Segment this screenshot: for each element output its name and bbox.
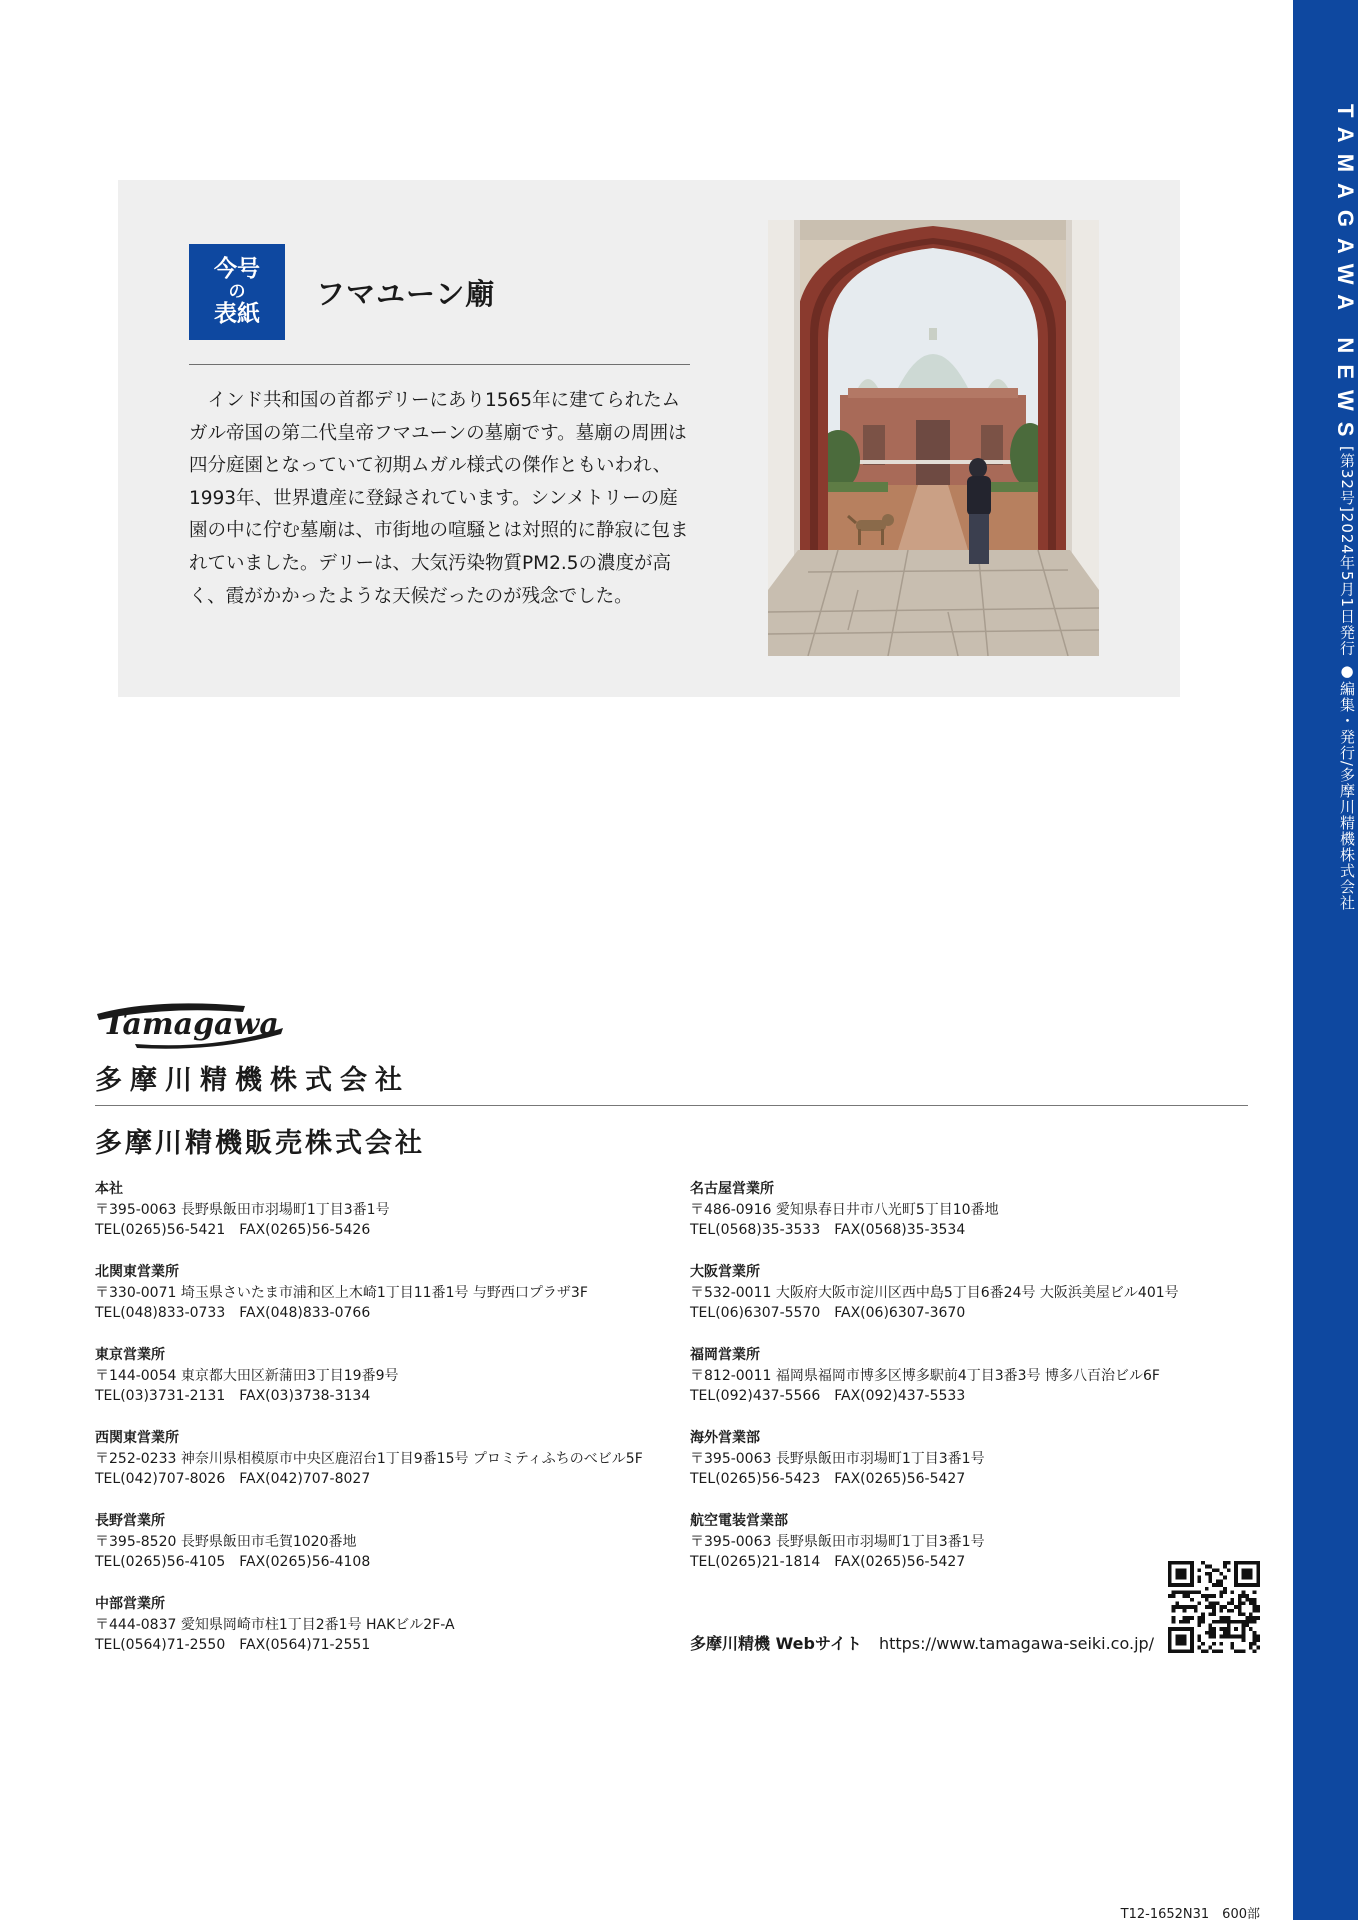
office-list-left bbox=[95, 1179, 715, 1677]
office-entry bbox=[690, 1262, 1310, 1345]
office-entry bbox=[95, 1345, 715, 1428]
office-name: 西関東営業所 bbox=[95, 1430, 179, 1446]
qr-code-icon bbox=[1168, 1561, 1260, 1653]
cover-title: フマユーン廟 bbox=[316, 277, 496, 311]
sales-company-name: 多摩川精機販売株式会社 bbox=[95, 1128, 425, 1159]
office-phone: TEL(042)707-8026 FAX(042)707-8027 bbox=[95, 1471, 371, 1487]
company-name: 多摩川精機株式会社 bbox=[95, 1065, 410, 1096]
office-address: 〒395-0063 長野県飯田市羽場町1丁目3番1号 bbox=[95, 1201, 390, 1218]
office-entry bbox=[95, 1179, 715, 1262]
office-address: 〒395-0063 長野県飯田市羽場町1丁目3番1号 bbox=[690, 1450, 985, 1467]
office-entry bbox=[95, 1428, 715, 1511]
badge-line-3: 表紙 bbox=[214, 301, 260, 327]
section-divider bbox=[95, 1105, 1248, 1106]
side-band bbox=[1293, 0, 1358, 1920]
office-address: 〒444-0837 愛知県岡崎市柱1丁目2番1号 HAKビル2F-A bbox=[95, 1616, 455, 1633]
office-address: 〒395-0063 長野県飯田市羽場町1丁目3番1号 bbox=[690, 1533, 985, 1550]
cover-story-panel bbox=[118, 180, 1180, 697]
office-entry bbox=[690, 1345, 1310, 1428]
office-name: 中部営業所 bbox=[95, 1596, 165, 1612]
badge-line-1: 今号 bbox=[214, 256, 260, 282]
office-phone: TEL(0265)56-5421 FAX(0265)56-5426 bbox=[95, 1222, 371, 1238]
cover-photo bbox=[768, 220, 1099, 656]
office-entry bbox=[95, 1511, 715, 1594]
office-address: 〒532-0011 大阪府大阪市淀川区西中島5丁目6番24号 大阪浜美屋ビル401号 bbox=[690, 1284, 1179, 1301]
logo-wordmark: Tamagawa bbox=[103, 1007, 279, 1042]
office-phone: TEL(0265)21-1814 FAX(0265)56-5427 bbox=[690, 1554, 966, 1570]
office-phone: TEL(0564)71-2550 FAX(0564)71-2551 bbox=[95, 1637, 371, 1653]
office-entry bbox=[95, 1594, 715, 1677]
office-name: 名古屋営業所 bbox=[690, 1181, 774, 1197]
office-address: 〒486-0916 愛知県春日井市八光町5丁目10番地 bbox=[690, 1201, 999, 1218]
office-entry bbox=[690, 1428, 1310, 1511]
cover-badge bbox=[189, 244, 285, 340]
office-name: 長野営業所 bbox=[95, 1513, 165, 1529]
newsletter-brand: TAMAGAWA NEWS bbox=[1333, 104, 1358, 448]
office-address: 〒330-0071 埼玉県さいたま市浦和区上木崎1丁目11番1号 与野西口プラザ3F bbox=[95, 1284, 588, 1301]
website-line bbox=[690, 1631, 1154, 1654]
tamagawa-logo bbox=[95, 1000, 287, 1050]
office-list-right bbox=[690, 1179, 1310, 1594]
office-entry bbox=[690, 1179, 1310, 1262]
office-phone: TEL(0265)56-5423 FAX(0265)56-5427 bbox=[690, 1471, 966, 1487]
issue-info: [第32号]2024年5月1日発行 ●編集・発行/多摩川精機株式会社 bbox=[1338, 446, 1356, 911]
office-name: 本社 bbox=[95, 1181, 123, 1197]
office-name: 海外営業部 bbox=[690, 1430, 760, 1446]
website-url-link[interactable]: https://www.tamagawa-seiki.co.jp/ bbox=[878, 1634, 1155, 1653]
office-name: 福岡営業所 bbox=[690, 1347, 760, 1363]
office-address: 〒252-0233 神奈川県相模原市中央区鹿沼台1丁目9番15号 プロミティふちのべビル5F bbox=[95, 1450, 643, 1467]
office-phone: TEL(092)437-5566 FAX(092)437-5533 bbox=[690, 1388, 966, 1404]
cover-divider bbox=[189, 364, 690, 365]
office-name: 航空電装営業部 bbox=[690, 1513, 788, 1529]
print-code: T12-1652N31 600部 bbox=[1120, 1907, 1260, 1922]
office-name: 大阪営業所 bbox=[690, 1264, 760, 1280]
office-address: 〒395-8520 長野県飯田市毛賀1020番地 bbox=[95, 1533, 357, 1550]
office-phone: TEL(048)833-0733 FAX(048)833-0766 bbox=[95, 1305, 371, 1321]
office-entry bbox=[95, 1262, 715, 1345]
badge-line-2: の bbox=[228, 282, 246, 302]
cover-description: インド共和国の首都デリーにあり1565年に建てられたムガル帝国の第二代皇帝フマユーンの墓廟です。墓廟の周囲は四分庭園となっていて初期ムガル様式の傑作ともいわれ、1993年、世界遺産に登録されています。シンメトリーの庭園の中に佇む墓廟は、市街地の喧騒とは対照的に静寂に包まれていました。デリーは、大気汚染物質PM2.5の濃度が高く、霞がかかったような天候だったのが残念でした。 bbox=[189, 390, 689, 607]
office-address: 〒144-0054 東京都大田区新蒲田3丁目19番9号 bbox=[95, 1367, 399, 1384]
office-phone: TEL(06)6307-5570 FAX(06)6307-3670 bbox=[690, 1305, 966, 1321]
office-name: 北関東営業所 bbox=[95, 1264, 179, 1280]
office-phone: TEL(03)3731-2131 FAX(03)3738-3134 bbox=[95, 1388, 371, 1404]
office-phone: TEL(0568)35-3533 FAX(0568)35-3534 bbox=[690, 1222, 966, 1238]
office-phone: TEL(0265)56-4105 FAX(0265)56-4108 bbox=[95, 1554, 371, 1570]
office-name: 東京営業所 bbox=[95, 1347, 165, 1363]
website-label: 多摩川精機 Webサイト bbox=[690, 1634, 862, 1653]
office-address: 〒812-0011 福岡県福岡市博多区博多駅前4丁目3番3号 博多八百治ビル6F bbox=[690, 1367, 1160, 1384]
